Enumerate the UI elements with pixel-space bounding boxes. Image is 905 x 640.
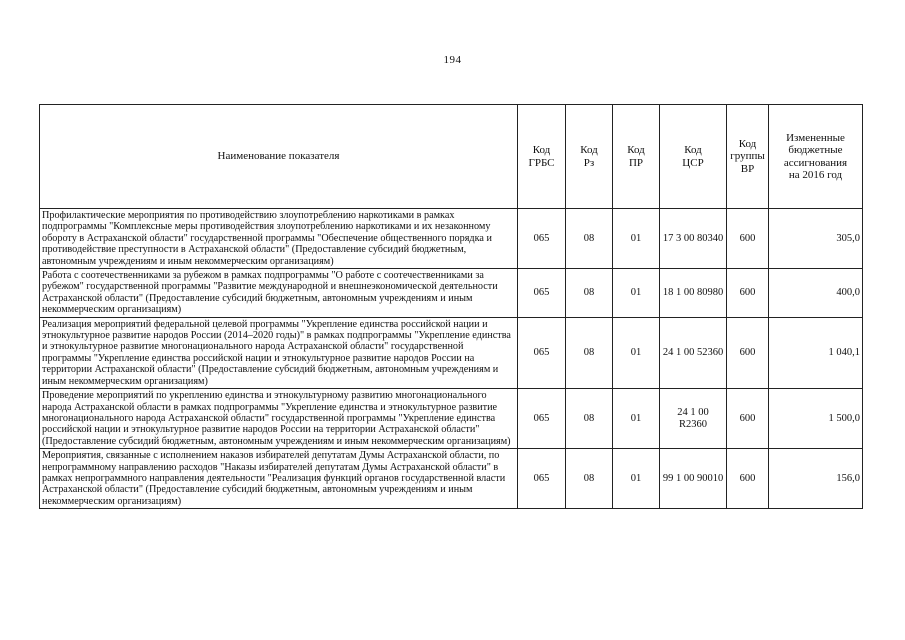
row-rz-cell: 08: [566, 389, 613, 449]
header-vr-line: ВР: [740, 162, 755, 175]
row-vr-cell: 600: [727, 389, 769, 449]
row-amount-cell: 1 500,0: [769, 389, 863, 449]
page-number: 194: [443, 54, 462, 66]
row-csr-cell: 18 1 00 80980: [660, 269, 727, 318]
table-row: [40, 389, 863, 449]
row-rz-cell: 08: [566, 449, 613, 509]
table-row: [40, 449, 863, 509]
row-grbs-cell: 065: [518, 449, 566, 509]
row-name-cell: Профилактические мероприятия по противодействию злоупотреблению наркотиками в рамках подпрограммы "Комплексные меры противодействия злоупотреблению наркотиками и их незаконному обороту в Астраханской области" государственной программы "Обеспечение общественного порядка и противодействие преступности в Астраханской области" (Предоставление субсидий бюджетным, автономным учреждениям и иным некоммерческим организациям): [40, 209, 518, 269]
row-csr-cell: 24 1 00 R2360: [660, 389, 727, 449]
row-pr-cell: 01: [613, 317, 660, 388]
table-row: [40, 269, 863, 318]
header-rz-line: Рз: [583, 156, 595, 169]
header-vr: [727, 105, 769, 209]
row-name-cell: Проведение мероприятий по укреплению единства и этнокультурному развитию многонационального народа Астраханской области в рамках подпрограммы "Укрепление единства и этнокультурное развитие многонационального народа Астраханской области" государственной программы "Укрепление единства российской нации и этнокультурное развитие народов России на территории Астраханской области" (Предоставление субсидий бюджетным, автономным учреждениям и иным некоммерческим организациям): [40, 389, 518, 449]
row-amount-cell: 305,0: [769, 209, 863, 269]
row-pr-cell: 01: [613, 449, 660, 509]
budget-table: [39, 104, 863, 509]
header-grbs: [518, 105, 566, 209]
header-csr: [660, 105, 727, 209]
row-rz-cell: 08: [566, 269, 613, 318]
header-rz-line: Код: [580, 144, 598, 156]
header-grbs-line: ГРБС: [528, 156, 555, 169]
header-amount-line: бюджетные: [788, 144, 843, 156]
row-grbs-cell: 065: [518, 209, 566, 269]
header-pr-line: Код: [627, 144, 645, 156]
header-vr-line: группы: [730, 150, 765, 163]
row-grbs-cell: 065: [518, 269, 566, 318]
table-row: [40, 209, 863, 269]
row-vr-cell: 600: [727, 269, 769, 318]
header-csr-line: ЦСР: [682, 156, 704, 169]
header-amount-line: на 2016 год: [788, 169, 843, 181]
row-amount-cell: 156,0: [769, 449, 863, 509]
row-name-cell: Работа с соотечественниками за рубежом в рамках подпрограммы "О работе с соотечественниками за рубежом" государственной программы "Развитие международной и внешнеэкономической деятельности Астраханской области" (Предоставление субсидий бюджетным, автономным учреждениям и иным некоммерческим организациям): [40, 269, 518, 318]
row-vr-cell: 600: [727, 449, 769, 509]
row-pr-cell: 01: [613, 389, 660, 449]
table-header-row: [40, 105, 863, 209]
header-amount-line: Измененные: [786, 131, 845, 144]
row-grbs-cell: 065: [518, 317, 566, 388]
row-csr-cell: 24 1 00 52360: [660, 317, 727, 388]
row-rz-cell: 08: [566, 317, 613, 388]
header-pr-line: ПР: [628, 156, 644, 169]
header-amount: [769, 105, 863, 209]
header-rz: [566, 105, 613, 209]
header-vr-line: Код: [738, 137, 757, 150]
row-pr-cell: 01: [613, 209, 660, 269]
row-vr-cell: 600: [727, 317, 769, 388]
header-pr: [613, 105, 660, 209]
header-csr-line: Код: [684, 144, 702, 156]
row-amount-cell: 400,0: [769, 269, 863, 318]
row-amount-cell: 1 040,1: [769, 317, 863, 388]
row-csr-cell: 99 1 00 90010: [660, 449, 727, 509]
row-grbs-cell: 065: [518, 389, 566, 449]
row-rz-cell: 08: [566, 209, 613, 269]
header-name: Наименование показателя: [40, 105, 518, 209]
row-vr-cell: 600: [727, 209, 769, 269]
header-amount-line: ассигнования: [783, 156, 848, 169]
header-grbs-line: Код: [532, 144, 551, 156]
row-pr-cell: 01: [613, 269, 660, 318]
table-row: [40, 317, 863, 388]
row-csr-cell: 17 3 00 80340: [660, 209, 727, 269]
row-name-cell: Мероприятия, связанные с исполнением наказов избирателей депутатам Думы Астраханской области, по непрограммному направлению расходов "Наказы избирателей депутатам Думы Астраханской области" в рамках непрограммного направления деятельности "Реализация функций органов государственной власти Астраханской области" (Предоставление субсидий бюджетным, автономным учреждениям и иным некоммерческим организациям): [40, 449, 518, 509]
row-name-cell: Реализация мероприятий федеральной целевой программы "Укрепление единства российской нации и этнокультурное развитие народов России (2014–2020 годы)" в рамках подпрограммы "Укрепление единства и этнокультурное развитие многонационального народа Астраханской области" государственной программы "Укрепление единства российской нации и этнокультурное развитие народов России на территории Астраханской области" (Предоставление субсидий бюджетным, автономным учреждениям и иным некоммерческим организациям): [40, 317, 518, 388]
